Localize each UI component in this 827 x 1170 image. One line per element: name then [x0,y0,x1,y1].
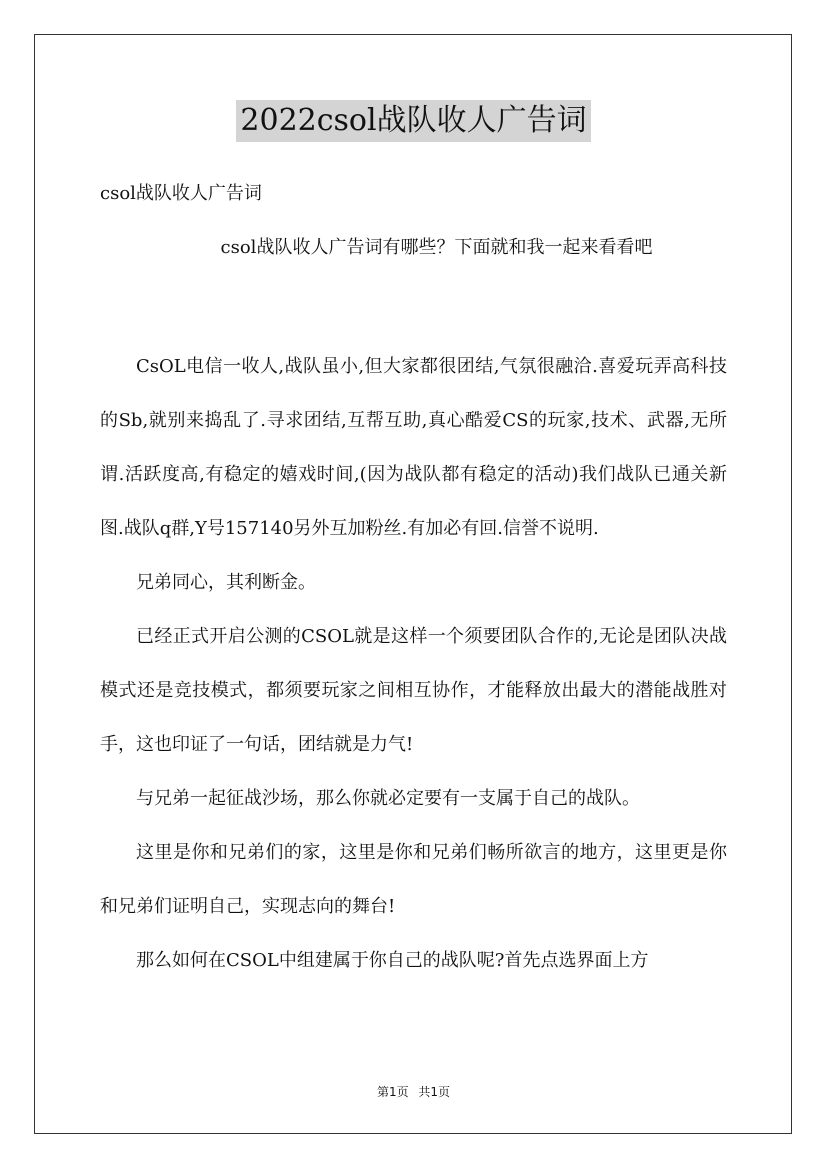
paragraph: 这里是你和兄弟们的家，这里是你和兄弟们畅所欲言的地方，这里更是你和兄弟们证明自己，实现志向的舞台! [100,842,727,917]
page-footer [0,1083,827,1100]
paragraph: 兄弟同心，其利断金。 [136,572,316,593]
paragraph: 已经正式开启公测的CSOL就是这样一个须要团队合作的,无论是团队决战模式还是竞技模式，都须要玩家之间相互协作，才能释放出最大的潜能战胜对手，这也印证了一句话，团结就是力气! [100,626,727,755]
document-title: 2022csol战队收人广告词 [236,100,590,142]
title-wrap [0,100,827,142]
page-number: 第1页 [376,1085,409,1099]
intro-line: csol战队收人广告词有哪些？下面就和我一起来看看吧 [220,237,653,258]
body-text [100,340,727,988]
document-subtitle: csol战队收人广告词 [100,183,262,204]
paragraph: 那么如何在CSOL中组建属于你自己的战队呢?首先点选界面上方 [136,950,649,971]
total-pages: 共1页 [418,1085,451,1099]
paragraph: 与兄弟一起征战沙场，那么你就必定要有一支属于自己的战队。 [136,788,640,809]
paragraph: CsOL电信一收人,战队虽小,但大家都很团结,气氛很融洽.喜爱玩弄高科技的Sb,就别来捣乱了.寻求团结,互帮互助,真心酷爱CS的玩家,技术、武器,无所谓.活跃度高,有稳定的嬉戏时间,(因为战队都有稳定的活动)我们战队已通关新图.战队q群,Y号157140另外互加粉丝.有加必有回.信誉不说明. [100,356,727,539]
